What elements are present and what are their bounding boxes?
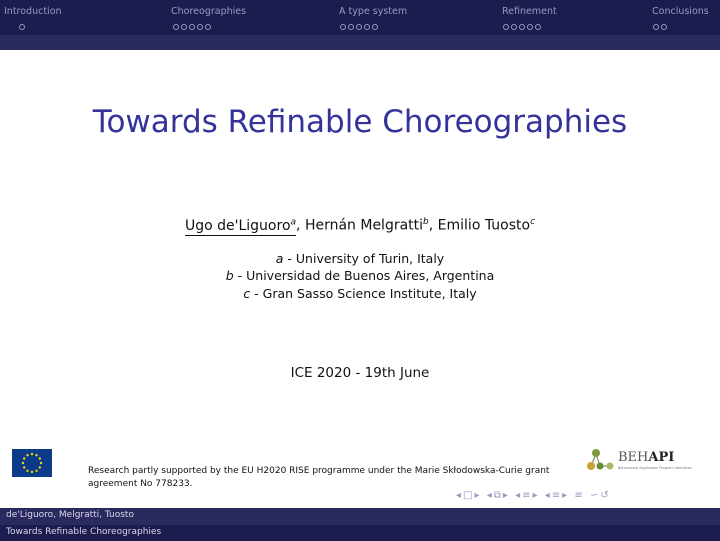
slide-title: Towards Refinable Choreographies — [92, 104, 628, 140]
nav-frame-icon[interactable]: □ — [463, 490, 475, 501]
nav-section-choreographies[interactable]: Choreographies — [171, 6, 247, 17]
nav-dots-choreographies — [173, 24, 211, 30]
nav-section-icon[interactable]: ≡ — [522, 490, 533, 501]
nav-frame-dot[interactable] — [19, 24, 25, 30]
affiliation-key: a — [275, 251, 284, 266]
affiliation-c — [0, 286, 720, 301]
nav-section-prev-icon[interactable]: ◂ — [515, 490, 523, 501]
nav-appendix-icon[interactable]: ≡ — [574, 490, 585, 501]
nav-frame-dot[interactable] — [372, 24, 378, 30]
nav-doc-prev-icon[interactable]: ◂ — [544, 490, 552, 501]
footer-authors: de'Liguoro, Melgratti, Tuosto — [6, 510, 134, 520]
nav-doc-icon[interactable]: ≡ — [551, 490, 563, 501]
nav-dots-conclusions — [653, 24, 667, 30]
nav-frame-dot[interactable] — [197, 24, 203, 30]
author-presenter — [185, 218, 296, 236]
author-affil-mark: a — [290, 217, 297, 227]
nav-frame-dot[interactable] — [503, 24, 509, 30]
nav-dots-refinement — [503, 24, 541, 30]
footer-authors-bar — [0, 508, 720, 525]
nav-frame-dot[interactable] — [189, 24, 195, 30]
nav-frame-dot[interactable] — [173, 24, 179, 30]
author-name: Hernán Melgratti — [304, 217, 424, 234]
footer-title-bar — [0, 525, 720, 541]
author-name: Emilio Tuosto — [437, 217, 531, 234]
eu-flag-logo — [12, 449, 52, 477]
nav-dots-type-system — [340, 24, 378, 30]
nav-section-next-icon[interactable]: ▸ — [532, 490, 540, 501]
nav-search-icon[interactable]: ∽ — [589, 490, 601, 501]
author-name: Ugo de'Liguoro — [184, 217, 291, 234]
footer-short-title: Towards Refinable Choreographies — [6, 527, 162, 537]
nav-frame-dot[interactable] — [653, 24, 659, 30]
nav-frame-dot[interactable] — [527, 24, 533, 30]
nav-section-refinement[interactable]: Refinement — [502, 6, 557, 17]
affiliation-text: - Universidad de Buenos Aires, Argentina — [233, 268, 495, 283]
beamer-navigation-symbols — [456, 490, 611, 501]
logo-text-prefix: BEH — [618, 450, 649, 465]
nav-frame-prev-icon[interactable]: ◂ — [456, 490, 464, 501]
nav-frame-dot[interactable] — [511, 24, 517, 30]
nav-section-conclusions[interactable]: Conclusions — [652, 6, 709, 17]
nav-frame-dot[interactable] — [340, 24, 346, 30]
nav-frame-dot[interactable] — [181, 24, 187, 30]
nav-frame-dot[interactable] — [519, 24, 525, 30]
nav-frame-dot[interactable] — [348, 24, 354, 30]
nav-doc-next-icon[interactable]: ▸ — [562, 490, 570, 501]
author-list: Ugo de'Liguoro$^a$, Hernán Melgratti$^b$, Emilio Tuosto$^c$ — [184, 217, 536, 234]
affiliation-key: c — [243, 286, 251, 301]
svg-text:BEHAPI — [618, 450, 674, 465]
nav-dots-introduction — [19, 24, 25, 30]
nav-back-icon[interactable]: ↺ — [600, 490, 611, 501]
affiliation-b — [0, 268, 720, 283]
event-line: ICE 2020 - 19th June — [290, 365, 430, 381]
logo-text-suffix: API — [648, 450, 675, 465]
affiliation-a — [0, 251, 720, 266]
nav-subsection-next-icon[interactable]: ▸ — [502, 490, 510, 501]
affiliation-key: b — [225, 268, 234, 283]
nav-subsection-prev-icon[interactable]: ◂ — [486, 490, 494, 501]
logo-tagline: Behavioural Application Program Interfaces — [618, 466, 692, 470]
nav-frame-dot[interactable] — [661, 24, 667, 30]
affiliation-text: - Gran Sasso Science Institute, Italy — [250, 286, 477, 301]
nav-subsection-icon[interactable]: ⧉ — [493, 490, 503, 501]
nav-frame-dot[interactable] — [205, 24, 211, 30]
funding-acknowledgement: Research partly supported by the EU H2020 RISE programme under the Marie Skłodowska-Curie grant agreement No 778233. — [88, 466, 550, 489]
author-affil-mark: b — [423, 217, 429, 227]
author-affil-mark: c — [530, 217, 536, 227]
nav-section-type-system[interactable]: A type system — [339, 6, 408, 17]
nav-frame-next-icon[interactable]: ▸ — [474, 490, 482, 501]
navigation-band — [0, 35, 720, 50]
nav-section-introduction[interactable]: Introduction — [4, 6, 62, 17]
nav-frame-dot[interactable] — [364, 24, 370, 30]
behapi-logo — [586, 446, 706, 474]
nav-frame-dot[interactable] — [535, 24, 541, 30]
affiliation-text: - University of Turin, Italy — [283, 251, 445, 266]
section-navigation-bar — [0, 0, 720, 50]
nav-frame-dot[interactable] — [356, 24, 362, 30]
